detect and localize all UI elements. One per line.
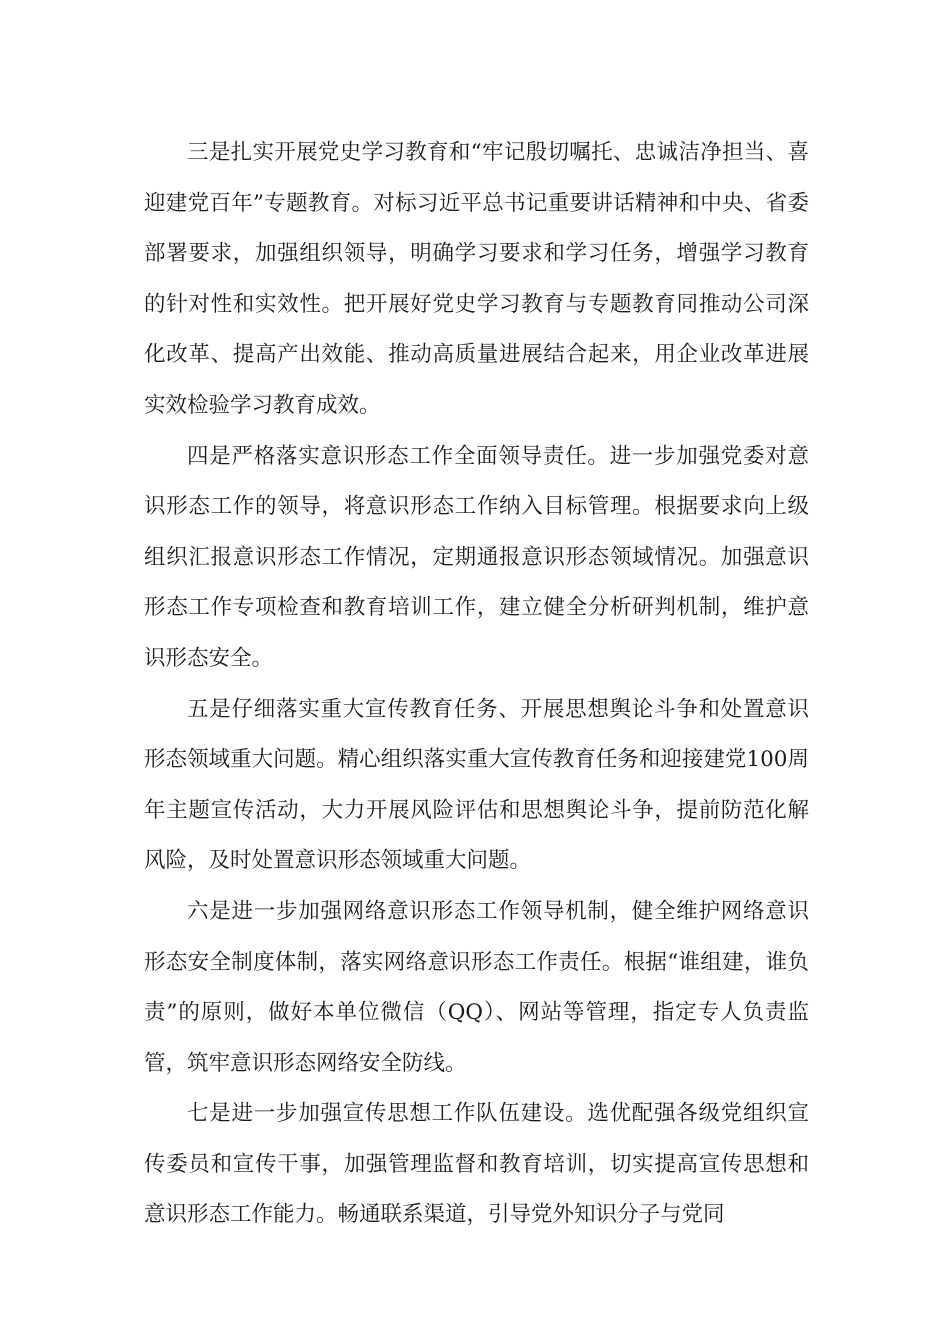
- paragraph-six: 六是进一步加强网络意识形态工作领导机制，健全维护网络意识形态安全制度体制，落实网络意识形态工作责任。根据“谁组建，谁负责”的原则，做好本单位微信（QQ）、网站等管理，指定专人负责监管，筑牢意识形态网络安全防线。: [144, 898, 809, 1076]
- paragraph-five: 五是仔细落实重大宣传教育任务、开展思想舆论斗争和处置意识形态领域重大问题。精心组织落实重大宣传教育任务和迎接建党100周年主题宣传活动，大力开展风险评估和思想舆论斗争，提前防范化解风险，及时处置意识形态领域重大问题。: [144, 696, 809, 874]
- paragraph-three: 三是扎实开展党史学习教育和“牢记殷切嘱托、忠诚洁净担当、喜迎建党百年”专题教育。对标习近平总书记重要讲话精神和中央、省委部署要求，加强组织领导，明确学习要求和学习任务，增强学习教育的针对性和实效性。把开展好党史学习教育与专题教育同推动公司深化改革、提高产出效能、推动高质量进展结合起来，用企业改革进展实效检验学习教育成效。: [144, 140, 809, 418]
- paragraph-four: 四是严格落实意识形态工作全面领导责任。进一步加强党委对意识形态工作的领导，将意识形态工作纳入目标管理。根据要求向上级组织汇报意识形态工作情况，定期通报意识形态领域情况。加强意识形态工作专项检查和教育培训工作，建立健全分析研判机制，维护意识形态安全。: [144, 443, 809, 671]
- document-body: [144, 128, 809, 1241]
- paragraph-seven: 七是进一步加强宣传思想工作队伍建设。选优配强各级党组织宣传委员和宣传干事，加强管理监督和教育培训，切实提高宣传思想和意识形态工作能力。畅通联系渠道，引导党外知识分子与党同: [144, 1101, 809, 1228]
